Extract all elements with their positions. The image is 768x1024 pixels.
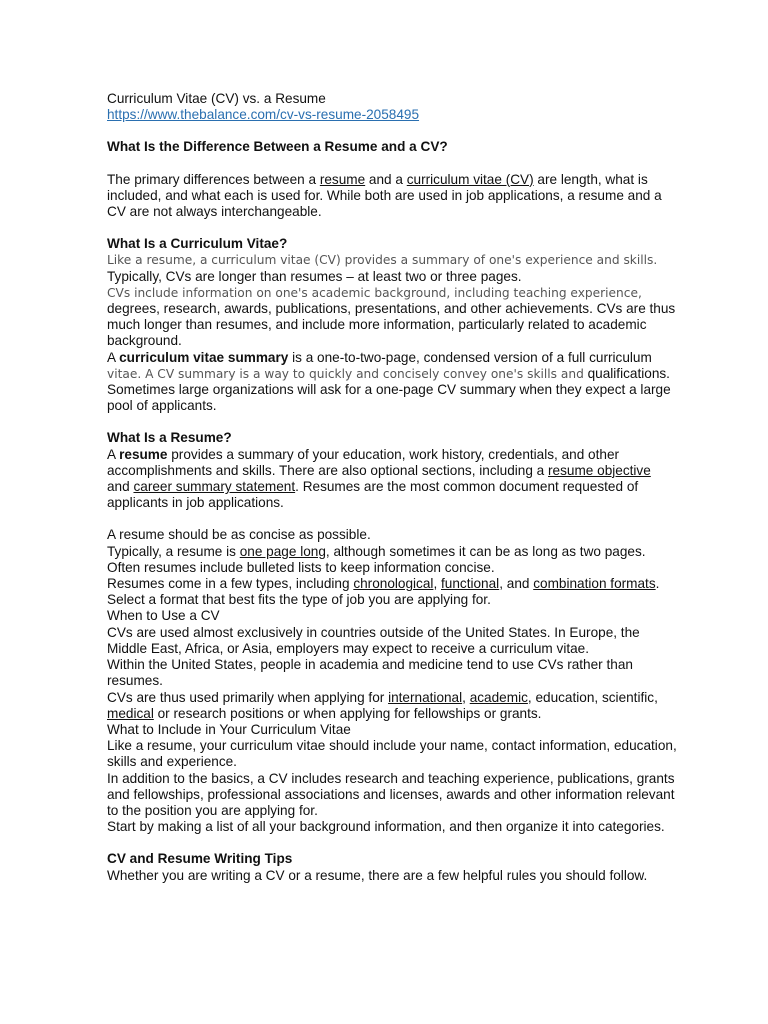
cv-length-line: Typically, CVs are longer than resumes – at least two or three pages. bbox=[107, 268, 522, 284]
section-heading-tips: CV and Resume Writing Tips bbox=[107, 851, 293, 867]
resume-bullets-line: Often resumes include bulleted lists to keep information concise. bbox=[107, 559, 495, 575]
curriculum-vitae-link[interactable]: curriculum vitae (CV) bbox=[406, 171, 534, 187]
cv-content-paragraph: CVs include information on one's academic background, including teaching experience, degrees, research, awards, publications, presentations, and other achievements. CVs are thus much longer than resumes, and include more information, particularly related to academic background. bbox=[107, 285, 676, 349]
section-heading-cv: What Is a Curriculum Vitae? bbox=[107, 236, 288, 252]
one-page-long-link[interactable]: one page long bbox=[239, 543, 326, 559]
tips-paragraph: Whether you are writing a CV or a resume, there are a few helpful rules you should follow. bbox=[107, 867, 648, 883]
career-summary-link[interactable]: career summary statement bbox=[133, 479, 296, 495]
resume-objective-link[interactable]: resume objective bbox=[548, 462, 651, 478]
us-usage-paragraph: Within the United States, people in academia and medicine tend to use CVs rather than resumes. bbox=[107, 657, 633, 689]
organize-paragraph: Start by making a list of all your background information, and then organize it into categories. bbox=[107, 819, 665, 835]
resume-types-paragraph: Resumes come in a few types, including chronological, functional, and combination formats. Select a format that best fits the type of job you are applying for. bbox=[107, 576, 660, 608]
cv-summary-paragraph: A curriculum vitae summary is a one-to-two-page, condensed version of a full curriculum vitae. A CV summary is a way to quickly and concisely convey one's skills and qualifications. Sometimes large organizations will ask for a one-page CV summary when they expect a large pool of applicants. bbox=[107, 349, 671, 414]
resume-link[interactable]: resume bbox=[319, 171, 366, 187]
paragraph-differences: The primary differences between a resume and a curriculum vitae (CV) are length, what is included, and what each is used for. While both are used in job applications, a resume and a CV are not always interchangeable. bbox=[107, 171, 662, 220]
resume-paragraph: A resume provides a summary of your education, work history, credentials, and other accomplishments and skills. There are also optional sections, including a resume objective and career summary statement. Resumes are the most common document requested of applicants in job applications. bbox=[107, 446, 651, 511]
section-heading-difference: What Is the Difference Between a Resume and a CV? bbox=[107, 139, 448, 155]
subheading-what-to-include: What to Include in Your Curriculum Vitae bbox=[107, 721, 351, 737]
cv-positions-paragraph: CVs are thus used primarily when applying for international, academic, education, scientific, medical or research positions or when applying for fellowships or grants. bbox=[107, 689, 658, 721]
document-content bbox=[107, 91, 677, 884]
subheading-when-to-use-cv: When to Use a CV bbox=[107, 608, 220, 624]
functional-link[interactable]: functional bbox=[441, 576, 500, 592]
combination-formats-link[interactable]: combination formats bbox=[533, 576, 656, 592]
medical-link[interactable]: medical bbox=[107, 705, 154, 721]
chronological-link[interactable]: chronological bbox=[353, 576, 434, 592]
cv-summary-line: Like a resume, a curriculum vitae (CV) provides a summary of one's experience and skills. bbox=[107, 253, 658, 268]
include-basics-paragraph: Like a resume, your curriculum vitae should include your name, contact information, education, skills and experience. bbox=[107, 738, 677, 770]
section-heading-resume: What Is a Resume? bbox=[107, 430, 232, 446]
source-url-link[interactable]: https://www.thebalance.com/cv-vs-resume-2058495 bbox=[107, 107, 420, 123]
international-link[interactable]: international bbox=[388, 689, 463, 705]
academic-link[interactable]: academic bbox=[469, 689, 528, 705]
cv-usage-paragraph: CVs are used almost exclusively in countries outside of the United States. In Europe, the Middle East, Africa, or Asia, employers may expect to receive a curriculum vitae. bbox=[107, 624, 640, 656]
resume-length-line: Typically, a resume is one page long, although sometimes it can be as long as two pages. bbox=[107, 543, 646, 559]
include-additional-paragraph: In addition to the basics, a CV includes research and teaching experience, publications, grants and fellowships, professional associations and licenses, awards and other information relevant to the position you are applying for. bbox=[107, 770, 675, 818]
resume-concise-line: A resume should be as concise as possible. bbox=[107, 527, 371, 543]
document-title: Curriculum Vitae (CV) vs. a Resume bbox=[107, 91, 326, 106]
